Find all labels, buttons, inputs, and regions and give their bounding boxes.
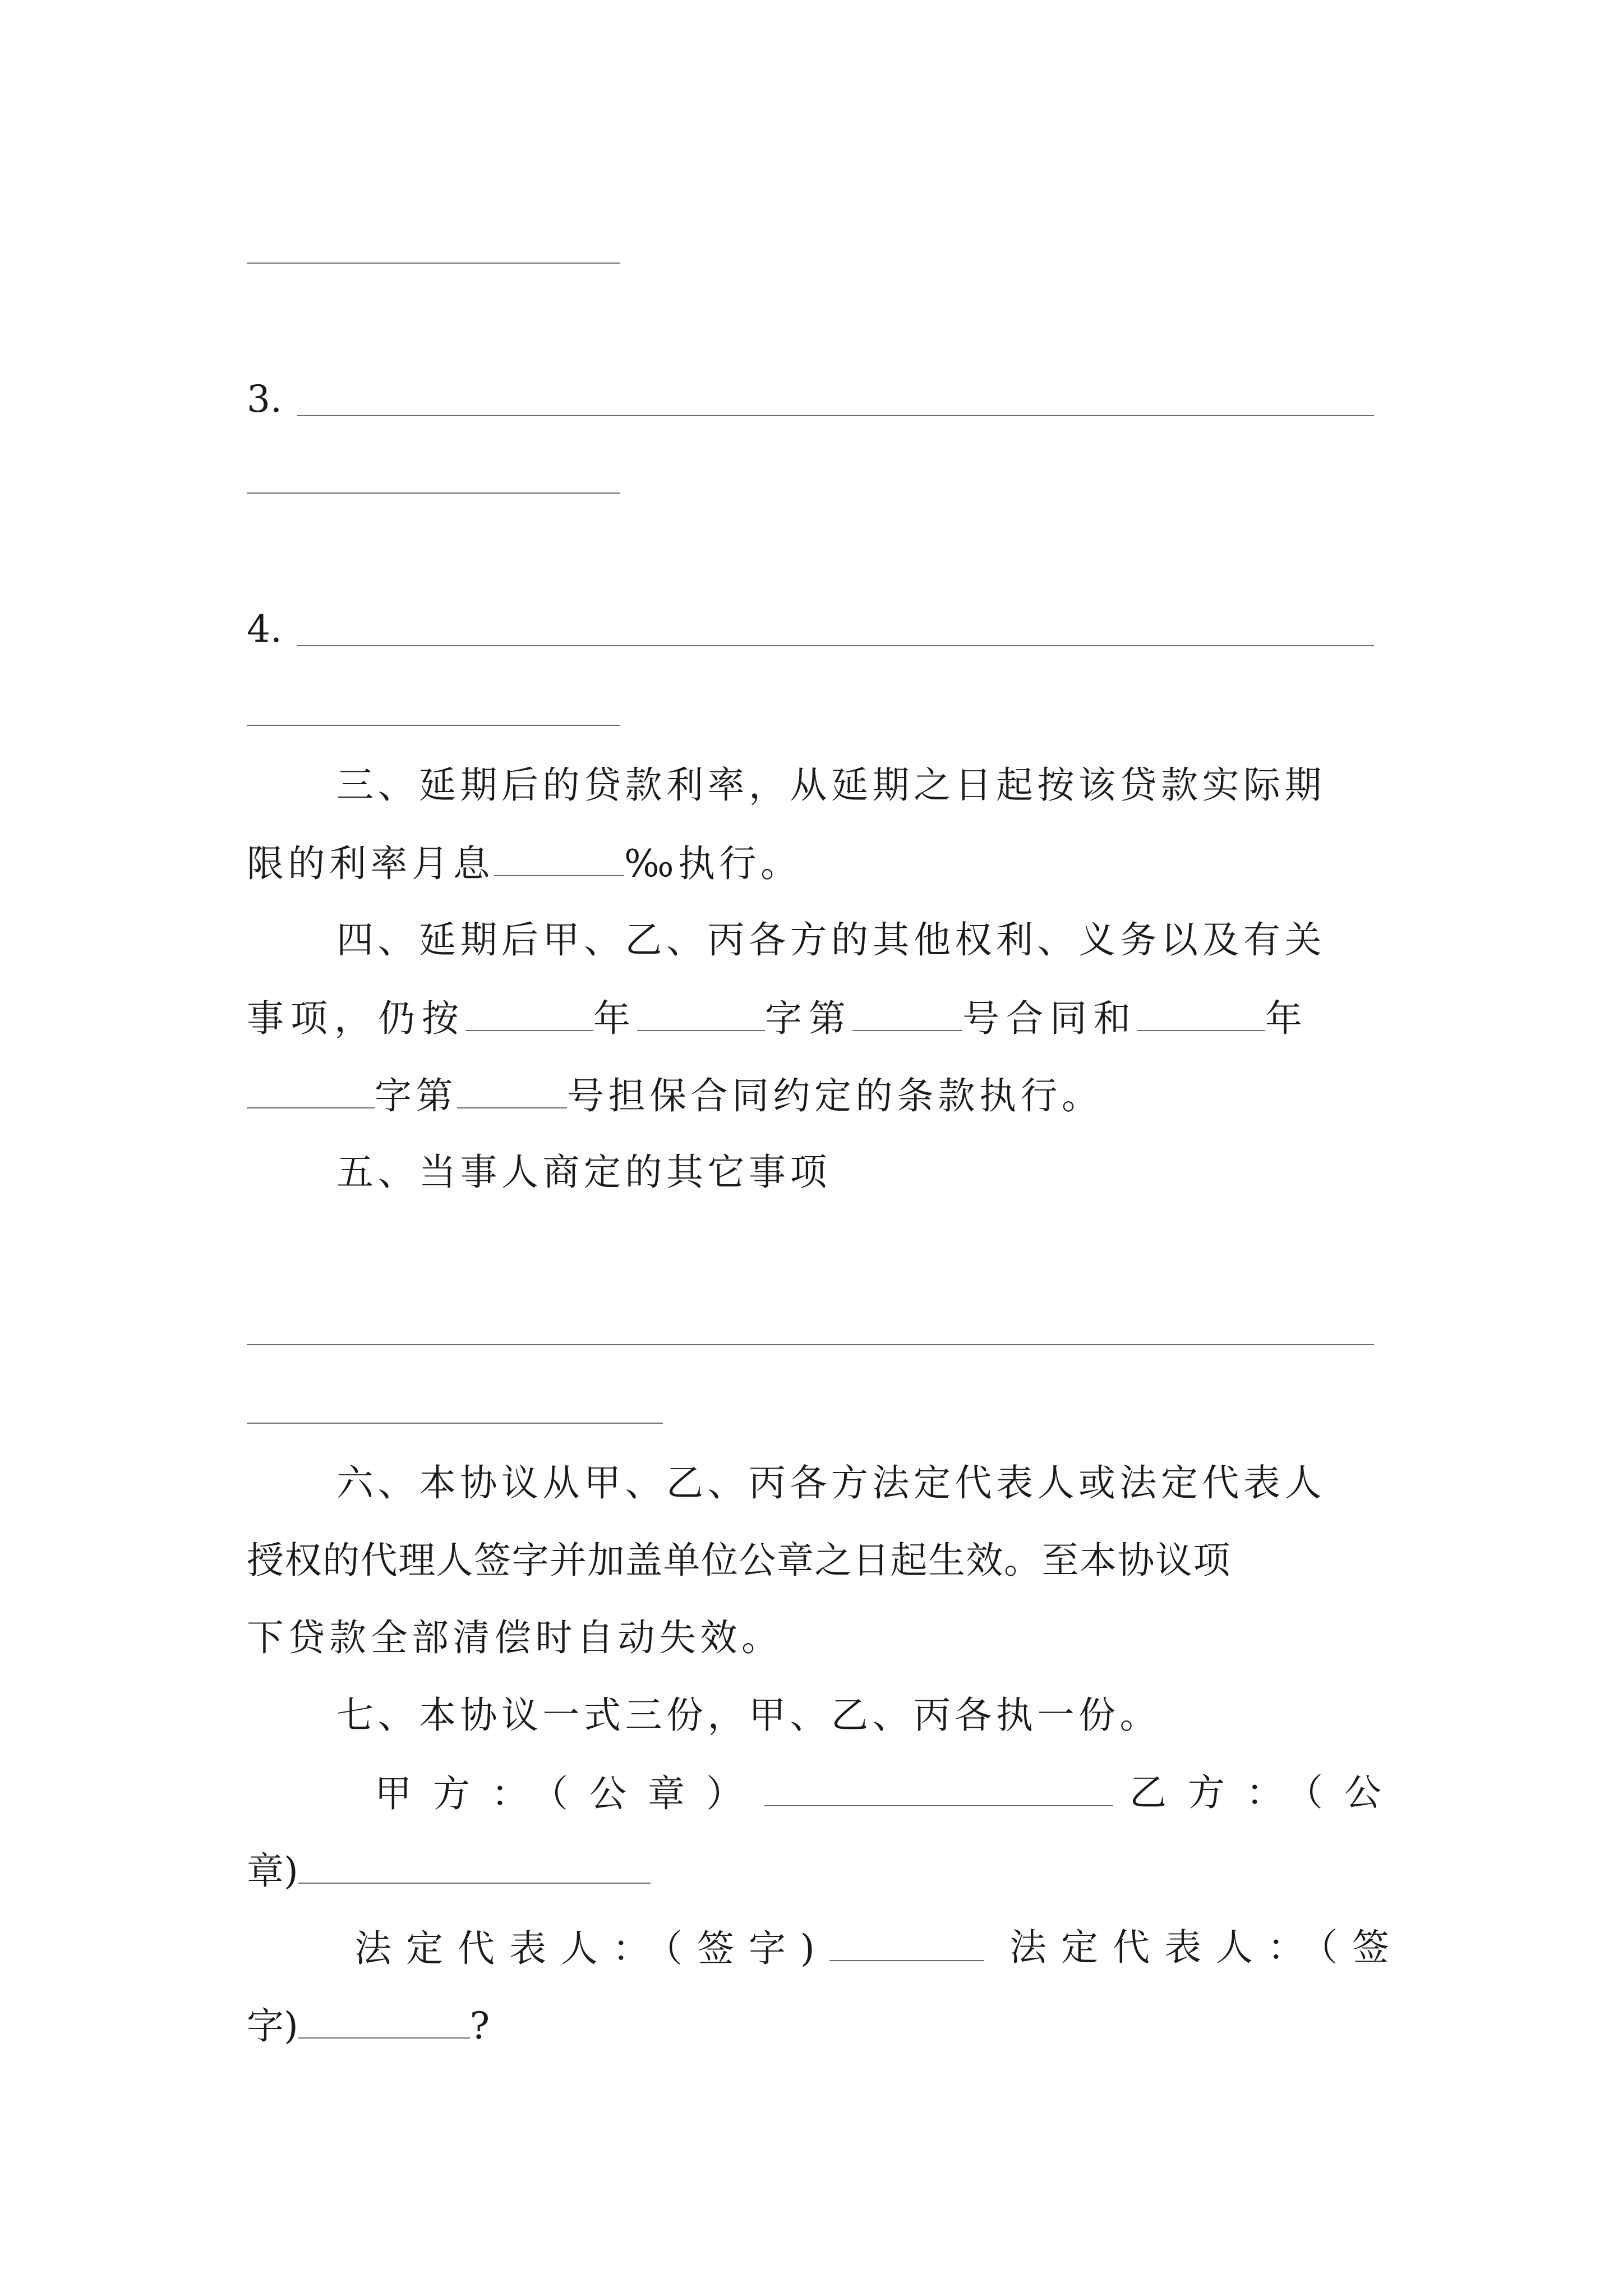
blank-rule	[247, 725, 620, 726]
section-7-line-1	[336, 1693, 1161, 1738]
section-4-text: 年	[593, 997, 637, 1040]
section-4-text: 号担保合同约定的条款执行。	[567, 1074, 1103, 1117]
rep-b-label: 法定代表人：（签	[1009, 1926, 1404, 1969]
section-3-text: 限的利率月息	[247, 842, 494, 885]
item-4-label: 4.	[247, 608, 282, 651]
rep-b-sign-blank	[298, 2003, 470, 2039]
section-4-line-1	[336, 918, 1326, 963]
char-blank	[637, 995, 765, 1031]
section-3-text: 三、延期后的贷款利率，从延期之日起按该贷款实际期	[336, 763, 1326, 807]
blank-rule	[247, 1423, 663, 1424]
section-4-text: 字第	[765, 997, 852, 1040]
rep-b-label-cont: 字)	[247, 2004, 298, 2047]
section-7-text: 七、本协议一式三份，甲、乙、丙各执一份。	[336, 1694, 1161, 1737]
section-3-text: ‰执行。	[624, 842, 802, 885]
party-b-label-cont: 章)	[247, 1849, 298, 1893]
party-a-seal-blank	[764, 1770, 1113, 1806]
section-3-line-1	[336, 763, 1326, 808]
section-4-text: 事项，仍按	[247, 997, 465, 1040]
number-blank	[852, 995, 962, 1031]
section-5-text: 五、当事人商定的其它事项	[336, 1151, 831, 1194]
section-6-line-1	[336, 1461, 1326, 1506]
party-b-seal	[1129, 1770, 1403, 1815]
item-3-label: 3.	[247, 378, 282, 421]
rep-b-end-mark: ?	[469, 2004, 490, 2047]
section-4-line-2	[247, 995, 1309, 1041]
section-4-text: 号合同和	[962, 997, 1137, 1040]
rep-b-signature	[1009, 1925, 1404, 1970]
char-blank	[247, 1073, 375, 1108]
section-6-text: 下贷款全部清偿时自动失效。	[247, 1616, 783, 1659]
section-4-line-3	[247, 1073, 1103, 1119]
party-a-label: 甲方：（公章）	[375, 1772, 764, 1815]
blank-rule	[247, 493, 620, 494]
blank-rule	[247, 263, 620, 264]
section-4-text: 字第	[375, 1074, 457, 1117]
number-blank	[457, 1073, 567, 1108]
section-6-line-2	[247, 1538, 1231, 1583]
blank-rule	[297, 645, 1374, 646]
section-6-text: 六、本协议从甲、乙、丙各方法定代表人或法定代表人	[336, 1461, 1326, 1504]
party-a-seal	[375, 1770, 1113, 1816]
item-4	[247, 607, 282, 652]
section-4-text: 四、延期后甲、乙、丙各方的其他权利、义务以及有关	[336, 918, 1326, 961]
rep-a-signature	[354, 1925, 984, 1971]
rep-b-signature-cont	[247, 2003, 490, 2049]
blank-rule	[297, 415, 1374, 416]
party-b-label: 乙方：（公	[1129, 1771, 1403, 1814]
rep-a-label: 法定代表人：（签字)	[354, 1927, 829, 1970]
year-blank	[1137, 995, 1265, 1031]
party-b-seal-cont	[247, 1848, 651, 1894]
rep-a-sign-blank	[829, 1925, 984, 1961]
section-6-line-3	[247, 1616, 783, 1660]
section-6-text: 授权的代理人签字并加盖单位公章之日起生效。至本协议项	[247, 1539, 1231, 1582]
blank-rule	[247, 1344, 1374, 1345]
year-blank	[465, 995, 593, 1031]
party-b-seal-blank	[298, 1848, 651, 1884]
section-5-line-1	[336, 1150, 831, 1195]
item-3	[247, 377, 282, 422]
rate-blank	[494, 840, 624, 876]
section-3-line-2	[247, 840, 802, 886]
section-4-text: 年	[1265, 997, 1309, 1040]
